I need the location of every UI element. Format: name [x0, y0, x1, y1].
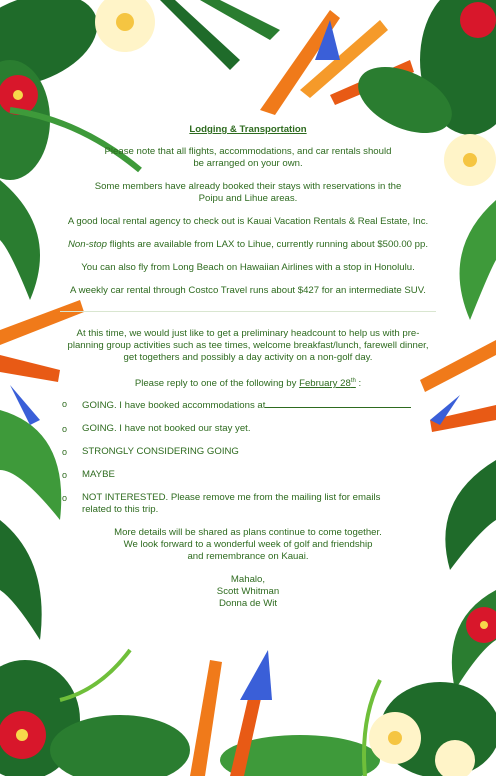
letter-body [40, 118, 456, 610]
nonstop-italic: Non-stop [68, 239, 107, 250]
option-label: STRONGLY CONSIDERING GOING [82, 446, 239, 458]
headcount-line-3: get togethers and possibly a day activity on a non-golf day. [123, 352, 373, 363]
headcount-line-1: At this time, we would just like to get a preliminary headcount to help us with pre- [76, 328, 420, 339]
signer-name-2: Donna de Wit [218, 598, 278, 610]
flights-note-line-2: be arranged on your own. [193, 158, 303, 169]
section-divider [60, 311, 436, 312]
page-title: Lodging & Transportation [189, 124, 307, 135]
option-going-not-booked [40, 423, 456, 435]
option-label-continued: related to this trip. [82, 504, 159, 516]
members-booked-line-2: Poipu and Lihue areas. [198, 193, 298, 204]
nonstop-rest: flights are available from LAX to Lihue, currently running about $500.00 pp. [106, 239, 428, 250]
option-bullet-icon: o [62, 470, 68, 481]
signer-name-1: Scott Whitman [216, 586, 280, 598]
plumeria-flower-top [95, 0, 155, 52]
option-bullet-icon: o [62, 399, 68, 410]
option-maybe [40, 469, 456, 481]
rental-agency-note: A good local rental agency to check out is Kauai Vacation Rentals & Real Estate, Inc. [67, 216, 429, 227]
reply-suffix: : [355, 378, 362, 390]
members-booked-note [40, 181, 456, 205]
long-beach-note: You can also fly from Long Beach on Hawaiian Airlines with a stop in Honolulu. [81, 262, 415, 273]
flights-note [40, 146, 456, 170]
option-label: NOT INTERESTED. Please remove me from the mailing list for emails [82, 492, 381, 504]
closing-line-1: More details will be shared as plans continue to come together. [114, 527, 382, 539]
closing-line-3: and remembrance on Kauai. [187, 551, 309, 563]
option-label: GOING. I have not booked our stay yet. [82, 423, 251, 435]
reply-date-text: February 28 [299, 378, 351, 390]
option-bullet-icon: o [62, 447, 68, 458]
reply-instruction [40, 375, 456, 390]
reply-prefix: Please reply to one of the following by [134, 378, 300, 390]
signoff: Mahalo, [230, 574, 266, 586]
option-not-interested [40, 492, 456, 516]
signature-block [40, 574, 456, 610]
hibiscus-flower-bottom-left [0, 711, 46, 759]
closing-paragraph [40, 527, 456, 563]
option-going-booked [40, 398, 456, 412]
car-rental-note: A weekly car rental through Costco Travel runs about $427 for an intermediate SUV. [70, 285, 426, 296]
option-strongly-considering [40, 446, 456, 458]
option-label: GOING. I have booked accommodations at [82, 400, 266, 412]
option-label: MAYBE [82, 469, 115, 481]
reply-deadline [299, 378, 356, 389]
headcount-line-2: planning group activities such as tee times, welcome breakfast/lunch, farewell dinner, [67, 340, 429, 351]
reply-date-suffix: th [350, 378, 356, 384]
option-bullet-icon: o [62, 493, 68, 504]
flights-note-line-1: Please note that all flights, accommodations, and car rentals should [104, 146, 392, 157]
closing-line-2: We look forward to a wonderful week of golf and friendship [123, 539, 373, 551]
option-bullet-icon: o [62, 424, 68, 435]
reply-options-list [40, 398, 456, 516]
members-booked-line-1: Some members have already booked their stays with reservations in the [94, 181, 402, 192]
nonstop-flights-note [40, 239, 456, 251]
headcount-paragraph [40, 328, 456, 364]
accommodation-blank-line [265, 398, 411, 408]
